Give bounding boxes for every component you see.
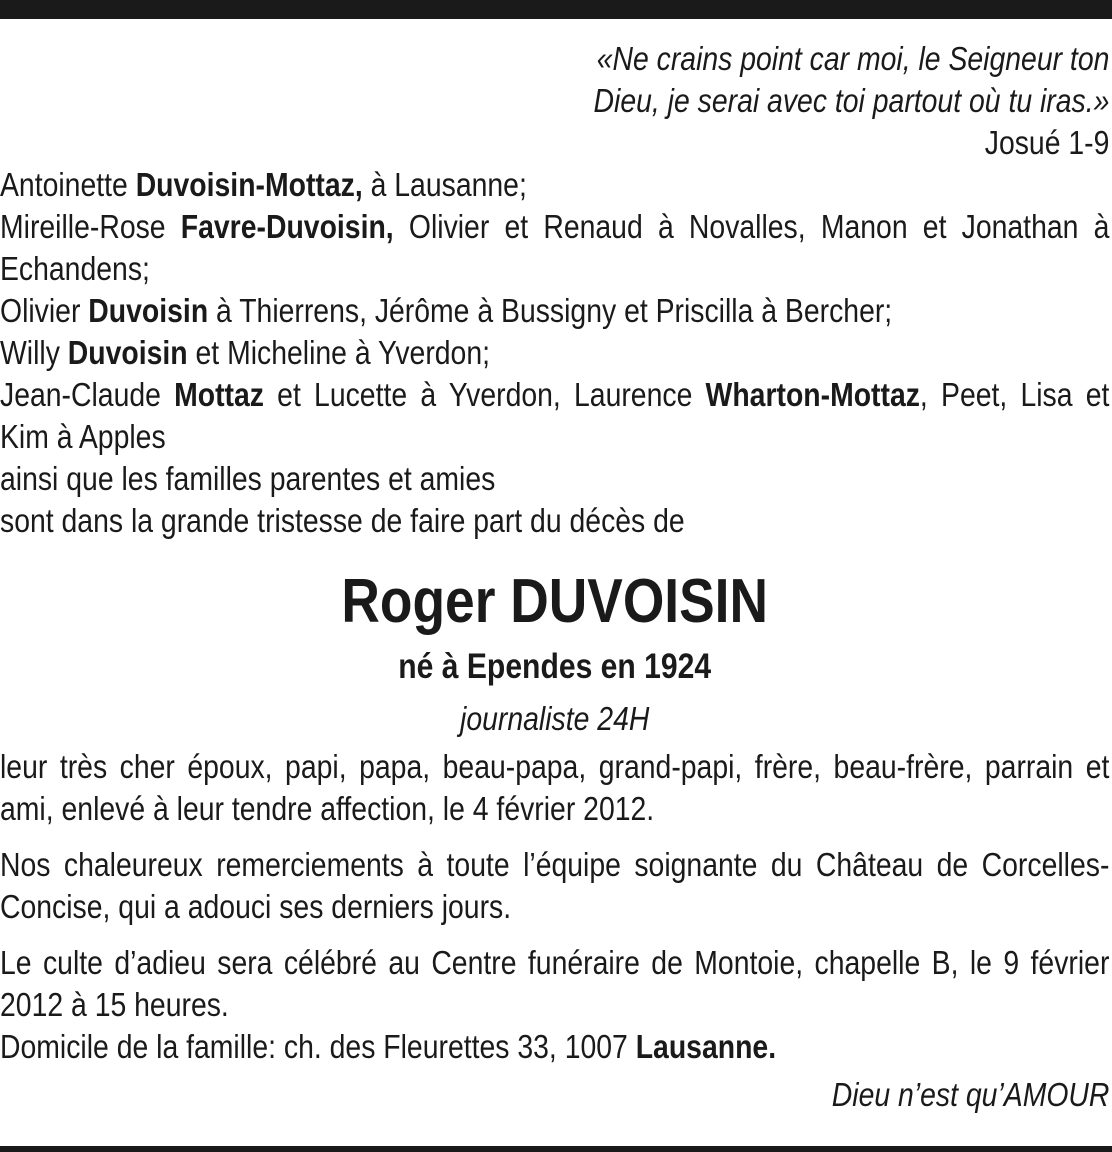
family-list <box>0 164 1109 458</box>
family-line <box>0 206 1109 290</box>
family-member-surname: Duvoisin-Mottaz, <box>135 166 363 203</box>
family-member-surname: Favre-Duvoisin, <box>180 208 394 245</box>
deceased-profession: journaliste 24H <box>460 700 650 737</box>
family-member-location: et Micheline à Yverdon; <box>187 334 491 371</box>
family-member-first-name: Mireille-Rose <box>0 208 181 245</box>
family-line <box>0 164 1109 206</box>
relation-paragraph: leur très cher époux, papi, papa, beau-papa, grand-papi, frère, beau-frère, parrain et ami, enlevé à leur tendre affection, le 4 février 2012. <box>0 748 1110 827</box>
closing-phrase: Dieu n’est qu’AMOUR <box>831 1076 1110 1113</box>
family-member-surname: Mottaz <box>174 376 264 413</box>
thanks-paragraph: Nos chaleureux remerciements à toute l’équipe soignante du Château de Corcelles-Concise, qui a adouci ses derniers jours. <box>0 846 1110 925</box>
family-member-surname: Duvoisin <box>67 334 188 371</box>
obituary-notice <box>0 38 1110 1116</box>
family-member-surname: Duvoisin <box>88 292 209 329</box>
quote-reference: Josué 1-9 <box>984 124 1110 161</box>
address-text: Domicile de la famille: ch. des Fleurettes 33, 1007 <box>0 1028 636 1065</box>
bottom-border-rule <box>0 1146 1112 1152</box>
ceremony-paragraph: Le culte d’adieu sera célébré au Centre funéraire de Montoie, chapelle B, le 9 février 2012 à 15 heures. <box>0 944 1110 1023</box>
family-line <box>0 374 1109 458</box>
deceased-birth: né à Ependes en 1924 <box>398 647 712 686</box>
family-address <box>0 1026 1109 1068</box>
bible-quote <box>0 38 1109 164</box>
family-member-location: Olivier et Renaud à Novalles, Manon et Jonathan à Echandens; <box>0 208 1110 287</box>
family-line <box>0 290 1109 332</box>
family-member-location: et Lucette à Yverdon, Laurence <box>263 376 706 413</box>
family-member-first-name: Jean-Claude <box>0 376 175 413</box>
top-border-rule <box>0 0 1112 19</box>
family-member-location: , Peet, Lisa et Kim à Apples <box>0 376 1110 455</box>
quote-line-1: «Ne crains point car moi, le Seigneur ton <box>596 40 1110 77</box>
family-member-location: à Lausanne; <box>362 166 527 203</box>
deceased-name: Roger DUVOISIN <box>341 567 769 636</box>
intro-line-1: ainsi que les familles parentes et amies <box>0 460 496 497</box>
family-member-location: à Thierrens, Jérôme à Bussigny et Priscilla à Bercher; <box>208 292 893 329</box>
family-member-surname: Wharton-Mottaz <box>705 376 920 413</box>
intro-line-2: sont dans la grande tristesse de faire part du décès de <box>0 502 685 539</box>
family-member-first-name: Willy <box>0 334 68 371</box>
address-city: Lausanne. <box>635 1028 777 1065</box>
quote-line-2: Dieu, je serai avec toi partout où tu iras.» <box>593 82 1110 119</box>
family-member-first-name: Olivier <box>0 292 89 329</box>
family-member-first-name: Antoinette <box>0 166 136 203</box>
family-line <box>0 332 1109 374</box>
